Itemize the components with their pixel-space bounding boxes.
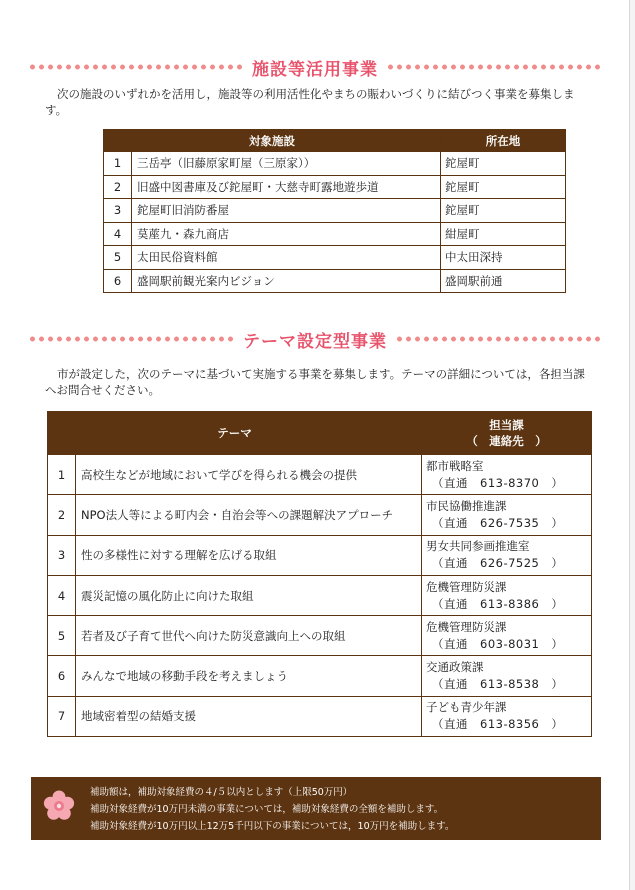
section1-heading xyxy=(28,56,602,78)
phone-number: （直通 626-7535 ） xyxy=(432,515,564,530)
contact-cell xyxy=(422,535,592,575)
facility-location: 盛岡駅前通 xyxy=(441,269,566,293)
row-number: 2 xyxy=(48,495,76,535)
row-number: 1 xyxy=(48,455,76,495)
theme-text: 震災記憶の風化防止に向けた取組 xyxy=(76,575,422,615)
section2-heading xyxy=(28,328,602,350)
contact-cell xyxy=(422,575,592,615)
theme-row xyxy=(48,495,592,535)
facility-name: 茣蓙九・森九商店 xyxy=(132,222,441,246)
row-number: 7 xyxy=(48,696,76,736)
note-line: 補助対象経費が10万円未満の事業については，補助対象経費の全額を補助します。 xyxy=(90,804,444,815)
phone-number: （直通 613-8386 ） xyxy=(432,596,564,611)
facility-header: 対象施設 xyxy=(104,130,441,152)
facility-location: 鉈屋町 xyxy=(441,175,566,199)
page-edge xyxy=(629,0,635,890)
contact-cell xyxy=(422,616,592,656)
department-name: 都市戦略室 xyxy=(426,458,484,473)
theme-text: NPO法人等による町内会・自治会等への課題解決アプローチ xyxy=(76,495,422,535)
section1-title: 施設等活用事業 xyxy=(252,59,378,80)
note-line: 補助対象経費が10万円以上12万5千円以下の事業については，10万円を補助します。 xyxy=(90,821,455,832)
row-number: 1 xyxy=(104,152,132,176)
theme-text: みんなで地域の移動手段を考えましょう xyxy=(76,656,422,696)
section1-intro: 次の施設のいずれかを活用し，施設等の利用活性化やまちの賑わいづくりに結びつく事業を募集します。 xyxy=(45,87,575,117)
facility-name: 三岳亭（旧藤原家町屋（三原家）） xyxy=(132,152,441,176)
note-line: 補助額は，補助対象経費の４/５以内とします（上限50万円） xyxy=(90,787,353,798)
contact-cell xyxy=(422,656,592,696)
dotted-rule-left xyxy=(28,64,244,70)
row-number: 6 xyxy=(48,656,76,696)
theme-row xyxy=(48,656,592,696)
contact-header-line2: （ 連絡先 ） xyxy=(466,434,547,448)
row-number: 3 xyxy=(104,199,132,223)
theme-table-header xyxy=(48,412,592,455)
row-number: 4 xyxy=(104,222,132,246)
department-name: 市民協働推進課 xyxy=(426,498,507,513)
contact-header xyxy=(422,412,592,455)
facility-name: 旧盛中図書庫及び鉈屋町・大慈寺町露地遊歩道 xyxy=(132,175,441,199)
notes-box xyxy=(31,777,601,840)
phone-number: （直通 613-8356 ） xyxy=(432,717,564,732)
theme-text: 性の多様性に対する理解を広げる取組 xyxy=(76,535,422,575)
flower-icon xyxy=(42,789,76,823)
row-number: 4 xyxy=(48,575,76,615)
row-number: 5 xyxy=(104,246,132,270)
facility-location: 中太田深持 xyxy=(441,246,566,270)
theme-row xyxy=(48,535,592,575)
facility-row xyxy=(104,199,566,223)
location-header: 所在地 xyxy=(441,130,566,152)
facility-row xyxy=(104,175,566,199)
facility-name: 盛岡駅前観光案内ビジョン xyxy=(132,269,441,293)
theme-row xyxy=(48,455,592,495)
contact-cell xyxy=(422,455,592,495)
facility-row xyxy=(104,222,566,246)
department-name: 男女共同参画推進室 xyxy=(426,539,530,554)
dotted-rule-right xyxy=(395,336,602,342)
section2-title: テーマ設定型事業 xyxy=(243,331,387,352)
facility-row xyxy=(104,152,566,176)
facility-table xyxy=(103,129,566,293)
facility-location: 紺屋町 xyxy=(441,222,566,246)
contact-cell xyxy=(422,696,592,736)
section2-intro: 市が設定した，次のテーマに基づいて実施する事業を募集します。テーマの詳細については，各担当課へお問合せください。 xyxy=(45,367,585,397)
dotted-rule-left xyxy=(28,336,235,342)
row-number: 6 xyxy=(104,269,132,293)
theme-text: 高校生などが地域において学びを得られる機会の提供 xyxy=(76,455,422,495)
department-name: 危機管理防災課 xyxy=(426,579,507,594)
theme-header: テーマ xyxy=(48,412,422,455)
facility-table-header xyxy=(104,130,566,152)
facility-row xyxy=(104,269,566,293)
contact-cell xyxy=(422,495,592,535)
row-number: 2 xyxy=(104,175,132,199)
row-number: 5 xyxy=(48,616,76,656)
department-name: 危機管理防災課 xyxy=(426,619,507,634)
theme-row xyxy=(48,616,592,656)
theme-row xyxy=(48,575,592,615)
phone-number: （直通 603-8031 ） xyxy=(432,636,564,651)
contact-header-line1: 担当課 xyxy=(489,418,524,432)
theme-row xyxy=(48,696,592,736)
notes-lines xyxy=(90,784,454,835)
theme-text: 若者及び子育て世代へ向けた防災意識向上への取組 xyxy=(76,616,422,656)
phone-number: （直通 626-7525 ） xyxy=(432,556,564,571)
phone-number: （直通 613-8538 ） xyxy=(432,677,564,692)
department-name: 交通政策課 xyxy=(426,660,484,675)
department-name: 子ども青少年課 xyxy=(426,700,507,715)
facility-name: 太田民俗資料館 xyxy=(132,246,441,270)
dotted-rule-right xyxy=(386,64,602,70)
theme-text: 地域密着型の結婚支援 xyxy=(76,696,422,736)
facility-location: 鉈屋町 xyxy=(441,152,566,176)
row-number: 3 xyxy=(48,535,76,575)
phone-number: （直通 613-8370 ） xyxy=(432,475,564,490)
facility-row xyxy=(104,246,566,270)
theme-table xyxy=(47,411,592,737)
facility-location: 鉈屋町 xyxy=(441,199,566,223)
facility-name: 鉈屋町旧消防番屋 xyxy=(132,199,441,223)
